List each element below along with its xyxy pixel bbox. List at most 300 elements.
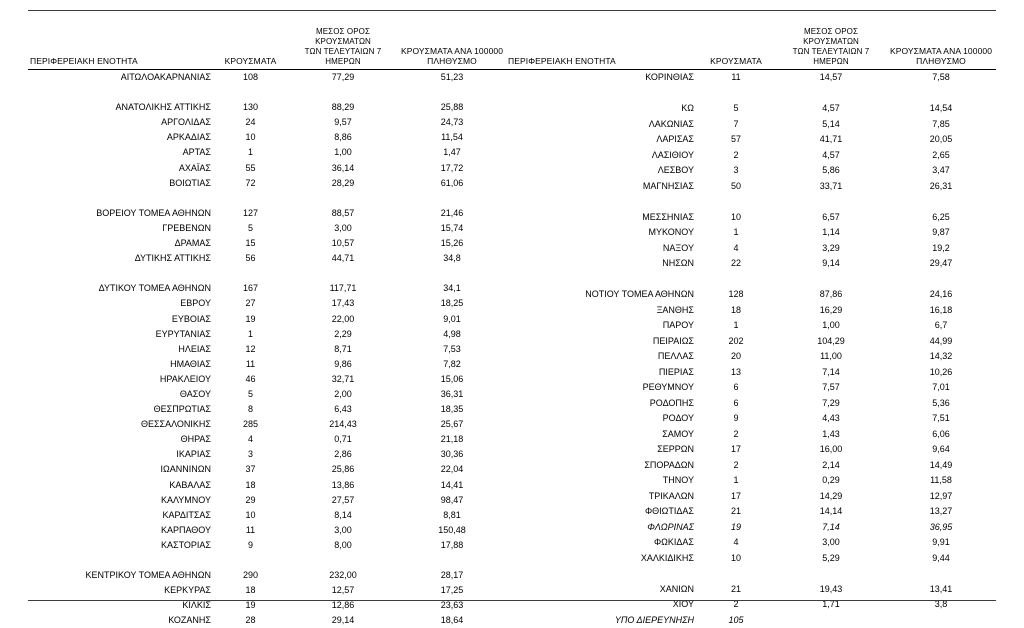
cell-avg7: 4,43 [776,411,886,427]
table-row [506,442,996,458]
table-row-spacer [506,566,996,582]
cell-region: ΠΑΡΟΥ [506,318,696,334]
table-row-spacer [28,85,506,100]
cell-avg7: 87,86 [776,287,886,303]
cell-avg7 [776,613,886,628]
header-avg7-left-line3: ΗΜΕΡΩΝ [290,57,396,67]
cell-cases: 10 [696,551,776,567]
cell-avg7: 28,29 [288,176,398,191]
cell-cases: 11 [696,70,776,86]
spacer-cell [28,191,506,206]
cell-cases: 3 [696,163,776,179]
regional-cases-table-right [506,27,996,628]
cell-cases: 22 [696,256,776,272]
cell-cases: 72 [213,176,288,191]
cell-avg7: 2,86 [288,447,398,462]
cell-cases: 2 [696,597,776,613]
cell-per100k: 22,04 [398,462,506,477]
cell-per100k: 14,54 [886,101,996,117]
cell-avg7: 3,00 [288,221,398,236]
table-row [506,256,996,272]
header-cases-left-label: ΚΡΟΥΣΜΑΤΑ [215,56,286,67]
cell-region: ΗΜΑΘΙΑΣ [28,357,213,372]
cell-per100k: 10,26 [886,365,996,381]
cell-cases: 5 [213,221,288,236]
cell-region: ΚΑΡΠΑΘΟΥ [28,523,213,538]
cell-region: ΡΟΔΟΥ [506,411,696,427]
table-row [28,161,506,176]
cell-avg7: 33,71 [776,179,886,195]
cell-cases: 1 [696,473,776,489]
cell-region: ΜΑΓΝΗΣΙΑΣ [506,179,696,195]
table-row [28,236,506,251]
cell-per100k: 25,67 [398,417,506,432]
cell-region: ΡΕΘΥΜΝΟΥ [506,380,696,396]
cell-cases: 6 [696,396,776,412]
header-row-left [28,27,506,70]
table-row [28,432,506,447]
cell-region: ΑΙΤΩΛΟΑΚΑΡΝΑΝΙΑΣ [28,70,213,86]
report-page [0,10,1024,621]
cell-avg7: 36,14 [288,161,398,176]
spacer-cell [28,553,506,568]
cell-avg7: 3,00 [288,523,398,538]
table-row [28,342,506,357]
cell-per100k: 6,7 [886,318,996,334]
header-per100k-left-line2: ΠΛΗΘΥΣΜΟ [400,56,504,67]
cell-avg7: 14,57 [776,70,886,86]
cell-avg7: 16,00 [776,442,886,458]
table-row [506,179,996,195]
cell-cases: 5 [213,387,288,402]
cell-per100k: 7,58 [886,70,996,86]
cell-avg7: 1,14 [776,225,886,241]
header-region-right-label: ΠΕΡΙΦΕΡΕΙΑΚΗ ΕΝΟΤΗΤΑ [508,56,694,67]
cell-region: ΚΑΡΔΙΤΣΑΣ [28,508,213,523]
cell-region: ΣΕΡΡΩΝ [506,442,696,458]
cell-per100k: 17,25 [398,583,506,598]
cell-cases: 57 [696,132,776,148]
cell-region: ΣΠΟΡΑΔΩΝ [506,458,696,474]
table-row [506,349,996,365]
table-row [28,221,506,236]
cell-cases: 1 [696,318,776,334]
header-region-right [506,27,696,70]
cell-per100k: 18,25 [398,296,506,311]
table-head-right [506,27,996,70]
cell-region: ΦΩΚΙΔΑΣ [506,535,696,551]
cell-cases: 9 [696,411,776,427]
header-per100k-right-line1: ΚΡΟΥΣΜΑΤΑ ΑΝΑ 100000 [888,46,994,57]
cell-per100k: 7,01 [886,380,996,396]
cell-per100k: 15,06 [398,372,506,387]
cell-region: ΧΑΝΙΩΝ [506,582,696,598]
cell-cases: 21 [696,582,776,598]
cell-per100k: 17,72 [398,161,506,176]
cell-region: ΚΟΡΙΝΘΙΑΣ [506,70,696,86]
cell-per100k: 7,82 [398,357,506,372]
table-row [28,417,506,432]
cell-region: ΚΑΒΑΛΑΣ [28,478,213,493]
cell-avg7: 8,86 [288,130,398,145]
header-region-left-label: ΠΕΡΙΦΕΡΕΙΑΚΗ ΕΝΟΤΗΤΑ [30,56,211,67]
cell-avg7: 9,86 [288,357,398,372]
cell-region: ΑΡΓΟΛΙΔΑΣ [28,115,213,130]
cell-region: ΕΒΡΟΥ [28,296,213,311]
header-cases-left [213,27,288,70]
table-row [506,427,996,443]
cell-per100k: 61,06 [398,176,506,191]
cell-region: ΠΙΕΡΙΑΣ [506,365,696,381]
table-row [28,508,506,523]
table-row [506,535,996,551]
spacer-cell [506,272,996,288]
cell-avg7: 6,43 [288,402,398,417]
cell-avg7: 2,29 [288,327,398,342]
cell-region: ΙΩΑΝΝΙΝΩΝ [28,462,213,477]
cell-avg7: 12,57 [288,583,398,598]
table-row [506,148,996,164]
cell-per100k: 17,88 [398,538,506,553]
table-row [28,251,506,266]
cell-cases: 11 [213,357,288,372]
cell-per100k: 14,32 [886,349,996,365]
cell-per100k: 6,06 [886,427,996,443]
cell-region: ΙΚΑΡΙΑΣ [28,447,213,462]
header-row-right [506,27,996,70]
table-row-spacer [506,86,996,102]
cell-cases: 2 [696,148,776,164]
cell-per100k: 150,48 [398,523,506,538]
cell-cases: 290 [213,568,288,583]
table-row [28,387,506,402]
table-row [506,458,996,474]
cell-per100k: 19,2 [886,241,996,257]
cell-per100k: 18,64 [398,613,506,628]
cell-region: ΝΟΤΙΟΥ ΤΟΜΕΑ ΑΘΗΝΩΝ [506,287,696,303]
cell-cases: 17 [696,489,776,505]
table-row [506,287,996,303]
table-row [28,583,506,598]
cell-cases: 2 [696,458,776,474]
cell-region: ΘΗΡΑΣ [28,432,213,447]
regional-cases-table-left [28,27,506,628]
cell-per100k: 5,36 [886,396,996,412]
cell-region: ΚΑΛΥΜΝΟΥ [28,493,213,508]
table-row [28,523,506,538]
cell-region: ΝΑΞΟΥ [506,241,696,257]
table-row [28,130,506,145]
cell-cases: 12 [213,342,288,357]
cell-cases: 10 [213,508,288,523]
cell-region: ΡΟΔΟΠΗΣ [506,396,696,412]
cell-cases: 1 [213,327,288,342]
cell-per100k: 15,74 [398,221,506,236]
cell-region: ΚΕΡΚΥΡΑΣ [28,583,213,598]
table-row-spacer [506,272,996,288]
cell-region: ΚΟΖΑΝΗΣ [28,613,213,628]
header-avg7-left-line2: ΤΩΝ ΤΕΛΕΥΤΑΙΩΝ 7 [290,47,396,57]
cell-avg7: 7,14 [776,520,886,536]
cell-cases: 18 [213,583,288,598]
cell-per100k: 4,98 [398,327,506,342]
table-row [28,613,506,628]
table-row [506,380,996,396]
cell-per100k: 36,95 [886,520,996,536]
cell-region: ΒΟΙΩΤΙΑΣ [28,176,213,191]
cell-avg7: 4,57 [776,148,886,164]
cell-region: ΑΡΤΑΣ [28,145,213,160]
cell-cases: 167 [213,281,288,296]
table-row-spacer [28,266,506,281]
header-avg7-right [776,27,886,70]
cell-avg7: 8,71 [288,342,398,357]
cell-per100k: 12,97 [886,489,996,505]
cell-cases: 128 [696,287,776,303]
cell-per100k: 21,18 [398,432,506,447]
cell-region: ΕΥΒΟΙΑΣ [28,312,213,327]
cell-cases: 29 [213,493,288,508]
cell-per100k: 36,31 [398,387,506,402]
cell-region: ΧΙΟΥ [506,597,696,613]
cell-avg7: 41,71 [776,132,886,148]
cell-cases: 130 [213,100,288,115]
table-row [28,312,506,327]
cell-region: ΦΛΩΡΙΝΑΣ [506,520,696,536]
cell-per100k: 3,8 [886,597,996,613]
cell-avg7: 25,86 [288,462,398,477]
cell-cases: 8 [213,402,288,417]
cell-cases: 4 [696,241,776,257]
table-row [506,101,996,117]
bottom-divider [28,600,996,601]
cell-region: ΧΑΛΚΙΔΙΚΗΣ [506,551,696,567]
table-row [28,462,506,477]
cell-per100k: 6,25 [886,210,996,226]
cell-per100k: 51,23 [398,70,506,86]
cell-region: ΜΕΣΣΗΝΙΑΣ [506,210,696,226]
table-row [28,327,506,342]
table-row [506,489,996,505]
table-row [28,296,506,311]
cell-per100k: 29,47 [886,256,996,272]
spacer-cell [506,86,996,102]
cell-region: ΑΧΑΪΑΣ [28,161,213,176]
cell-per100k: 26,31 [886,179,996,195]
table-row [506,582,996,598]
table-row-spacer [28,191,506,206]
cell-avg7: 0,29 [776,473,886,489]
cell-avg7: 29,14 [288,613,398,628]
table-row [28,357,506,372]
cell-avg7: 11,00 [776,349,886,365]
cell-cases: 28 [213,613,288,628]
cell-cases: 4 [213,432,288,447]
table-row [506,365,996,381]
table-body-left [28,70,506,628]
cell-per100k: 23,63 [398,598,506,613]
header-cases-right-label: ΚΡΟΥΣΜΑΤΑ [698,56,774,67]
cell-cases: 19 [213,312,288,327]
table-row [28,402,506,417]
cell-avg7: 104,29 [776,334,886,350]
cell-cases: 13 [696,365,776,381]
cell-cases: 11 [213,523,288,538]
cell-avg7: 44,71 [288,251,398,266]
cell-region: ΘΑΣΟΥ [28,387,213,402]
cell-avg7: 1,71 [776,597,886,613]
cell-avg7: 7,29 [776,396,886,412]
cell-cases: 3 [213,447,288,462]
cell-avg7: 2,00 [288,387,398,402]
cell-per100k: 98,47 [398,493,506,508]
cell-avg7: 19,43 [776,582,886,598]
header-region-left [28,27,213,70]
cell-per100k: 9,87 [886,225,996,241]
cell-avg7: 232,00 [288,568,398,583]
cell-per100k: 14,41 [398,478,506,493]
table-row-spacer [506,194,996,210]
table-row [28,100,506,115]
cell-region: ΘΕΣΠΡΩΤΙΑΣ [28,402,213,417]
cell-avg7: 7,57 [776,380,886,396]
cell-per100k: 13,27 [886,504,996,520]
cell-cases: 1 [213,145,288,160]
cell-per100k: 1,47 [398,145,506,160]
header-per100k-left [398,27,506,70]
cell-region: ΛΑΣΙΘΙΟΥ [506,148,696,164]
cell-per100k: 7,85 [886,117,996,133]
cell-avg7: 214,43 [288,417,398,432]
cell-region: ΠΕΙΡΑΙΩΣ [506,334,696,350]
cell-region: ΚΙΛΚΙΣ [28,598,213,613]
table-row [506,117,996,133]
cell-avg7: 5,29 [776,551,886,567]
cell-cases: 5 [696,101,776,117]
cell-region: ΑΡΚΑΔΙΑΣ [28,130,213,145]
table-row [28,538,506,553]
cell-avg7: 32,71 [288,372,398,387]
cell-avg7: 4,57 [776,101,886,117]
cell-avg7: 2,14 [776,458,886,474]
cell-avg7: 6,57 [776,210,886,226]
cell-per100k: 21,46 [398,206,506,221]
cell-cases: 6 [696,380,776,396]
cell-avg7: 1,00 [288,145,398,160]
tables-container [28,27,996,628]
cell-region: ΠΕΛΛΑΣ [506,349,696,365]
table-row [506,396,996,412]
cell-avg7: 3,00 [776,535,886,551]
table-row [28,115,506,130]
table-row [28,281,506,296]
cell-avg7: 5,14 [776,117,886,133]
cell-avg7: 9,57 [288,115,398,130]
table-row [506,473,996,489]
cell-region: ΕΥΡΥΤΑΝΙΑΣ [28,327,213,342]
cell-per100k: 20,05 [886,132,996,148]
table-row [28,176,506,191]
cell-avg7: 5,86 [776,163,886,179]
cell-per100k: 14,49 [886,458,996,474]
cell-per100k: 9,01 [398,312,506,327]
header-per100k-right [886,27,996,70]
cell-avg7: 17,43 [288,296,398,311]
cell-region: ΛΑΡΙΣΑΣ [506,132,696,148]
cell-cases: 37 [213,462,288,477]
cell-cases: 9 [213,538,288,553]
cell-cases: 50 [696,179,776,195]
cell-region: ΣΑΜΟΥ [506,427,696,443]
table-row [506,163,996,179]
table-row [506,303,996,319]
cell-region: ΦΘΙΩΤΙΔΑΣ [506,504,696,520]
cell-cases: 108 [213,70,288,86]
spacer-cell [506,194,996,210]
cell-cases: 27 [213,296,288,311]
cell-cases: 19 [213,598,288,613]
cell-avg7: 14,14 [776,504,886,520]
cell-per100k: 18,35 [398,402,506,417]
cell-avg7: 0,71 [288,432,398,447]
cell-region: ΑΝΑΤΟΛΙΚΗΣ ΑΤΤΙΚΗΣ [28,100,213,115]
cell-region: ΔΡΑΜΑΣ [28,236,213,251]
cell-per100k: 3,47 [886,163,996,179]
cell-avg7: 117,71 [288,281,398,296]
cell-region: ΝΗΣΩΝ [506,256,696,272]
cell-cases: 285 [213,417,288,432]
cell-region: ΞΑΝΘΗΣ [506,303,696,319]
table-row [506,70,996,86]
table-row [506,225,996,241]
cell-per100k: 8,81 [398,508,506,523]
cell-avg7: 1,43 [776,427,886,443]
table-row [28,145,506,160]
cell-region: ΔΥΤΙΚΗΣ ΑΤΤΙΚΗΣ [28,251,213,266]
cell-cases: 202 [696,334,776,350]
cell-avg7: 13,86 [288,478,398,493]
cell-region: ΗΛΕΙΑΣ [28,342,213,357]
table-row [28,372,506,387]
cell-region: ΛΑΚΩΝΙΑΣ [506,117,696,133]
cell-cases: 127 [213,206,288,221]
cell-region: ΤΗΝΟΥ [506,473,696,489]
table-row [506,318,996,334]
cell-region: ΗΡΑΚΛΕΙΟΥ [28,372,213,387]
cell-cases: 18 [696,303,776,319]
cell-region: ΓΡΕΒΕΝΩΝ [28,221,213,236]
table-row [506,504,996,520]
cell-cases: 1 [696,225,776,241]
cell-per100k: 11,54 [398,130,506,145]
cell-cases: 55 [213,161,288,176]
cell-per100k: 34,1 [398,281,506,296]
cell-avg7: 88,57 [288,206,398,221]
cell-per100k: 9,91 [886,535,996,551]
table-row [28,478,506,493]
cell-avg7: 12,86 [288,598,398,613]
table-head-left [28,27,506,70]
table-row [506,210,996,226]
cell-per100k: 44,99 [886,334,996,350]
cell-region: ΥΠΟ ΔΙΕΡΕΥΝΗΣΗ [506,613,696,628]
cell-avg7: 8,14 [288,508,398,523]
table-row [506,520,996,536]
table-row [28,568,506,583]
cell-cases: 10 [213,130,288,145]
cell-avg7: 1,00 [776,318,886,334]
table-row [506,411,996,427]
